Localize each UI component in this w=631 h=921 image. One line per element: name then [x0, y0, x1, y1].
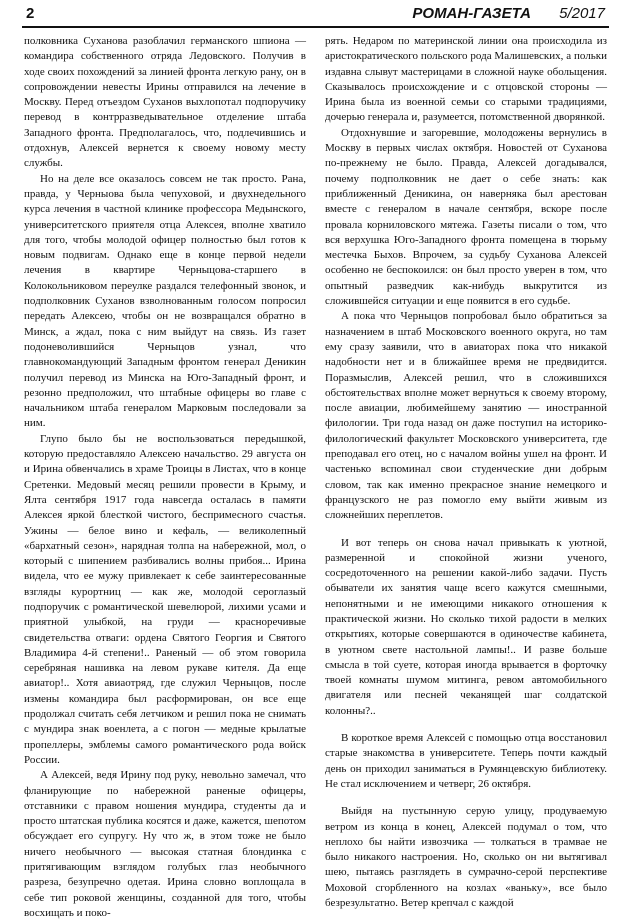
- paragraph: А пока что Черныцов попробовал было обратиться за назначением в штаб Московского военного округа, но там ему сразу заявили, что в авиаторах пока что никакой надобности нет и в ближайшее время не предвидится. Поразмыслив, Алексей решил, что в сложившихся обстоятельствах вполне может вернуться к своему второму, после авиации, любимейшему занятию — иностранной филологии. Три года назад он даже поступил на историко-филологический факультет Московского университета, где преподавал его отец, но с началом войны ушел на фронт. И частенько вспоминал свои студенческие дни добрым словом, так как именно прекрасное знание немецкого и французского не раз помогло ему выйти живым из сложнейших переплетов.: [325, 310, 607, 522]
- paragraph: Глупо было бы не воспользоваться передышкой, которую предоставляло Алексею начальство. 29 августа он и Ирина обвенчались в храме Троицы в Листах, что в конце Сретенки. Медовый месяц решили провести в Крыму, и Ялта сентября 1917 года навсегда осталась в памяти Алексея яркой блесткой чистого, беспримесного счастья. Ужины — белое вино и кефаль, — великолепный «бархатный сезон», нарядная толпа на набережной, мол, о который с шипением разбивались волны прибоя... Ирина видела, что ее мужу привлекает к себе заинтересованные взгляды курортниц — как же, молодой сероглазый подпоручик с романтической шевелюрой, лихими усами и приятной улыбкой, на груди — красноречивые свидетельства отваги: ордена Святого Георгия и Святого Владимира 4-й степени!.. Раненый — об этом говорила серебряная нашивка на левом рукаве кителя. Да еще авиатор!.. Хотя авиаотряд, где служил Черныцов, после измены командира был расформирован, он все еще продолжал считать себя летчиком и решил пока не снимать с мундира знак военлета, а с погон — медные крылатые пропеллеры, эмблемы самого романтического рода войск России.: [24, 432, 306, 766]
- paragraph: В короткое время Алексей с помощью отца восстановил старые знакомства в университете. Теперь почти каждый день он приходил заниматься в Румянцевскую библиотеку. Не стал исключением и четверг, 26 октября.: [325, 732, 607, 790]
- magazine-title: РОМАН-ГАЗЕТА: [412, 5, 531, 22]
- left-column: [24, 34, 306, 919]
- page-header: [22, 4, 609, 28]
- right-column: [325, 34, 607, 910]
- paragraph: Но на деле все оказалось совсем не так просто. Рана, правда, у Черныова была чепуховой, и двухнедельного курса лечения в частной клинике профессора Медынского, университетского приятеля отца Алексея, вполне хватило для того, чтобы молодой офицер полностью был готов к новым подвигам. Однако еще в конце первой недели лечения в квартире Черныцова-старшего в Колокольниковом переулке раздался телефонный звонок, и подполковник Суханов взволнованным голосом попросил передать Алексею, чтобы он не возвращался обратно в Минск, а ждал, пока с ним выйдут на связь. Из газет подоневолившийся Черныцов узнал, что главнокомандующий Западным фронтом генерал Деникин получил перевод из Минска на Юго-Западный фронт, и резонно предположил, что штабные офицеры во главе с начальником штаба генералом Марковым последовали за ним.: [24, 172, 306, 430]
- paragraph: рять. Недаром по материнской линии она происходила из аристократического польского рода Малишевских, а польки издавна слывут мастерицами в сложной науке обольщения. Сказывалось происхождение и с отцовской стороны — Ирина была из военной семьи со старыми традициями, дочерью генерала и, разумеется, потомственной дворянкой.: [325, 35, 607, 124]
- issue-number: 5/2017: [559, 5, 605, 22]
- page-number: 2: [26, 5, 35, 22]
- paragraph: Отдохнувшие и загоревшие, молодожены вернулись в Москву в первых числах октября. Новостей от Суханова по-прежнему не было. Правда, Алексей догадывался, почему подполковник не дает о себе знать: как приближенный Деникина, он наверняка был арестован вместе с генералом в начале сентября, вскоре после провала корниловского мятежа. Газеты писали о том, что вся верхушка Юго-Западного фронта помещена в тюрьму местечка Быхов. Впрочем, за судьбу Суханова Алексей особенно не беспокоился: он был просто уверен в том, что опытный разведчик как-нибудь выкрутится из сложившейся ситуации и еще появится в его судьбе.: [325, 126, 607, 308]
- paragraph: Выйдя на пустынную серую улицу, продуваемую ветром из конца в конец, Алексей подумал о том, что неплохо бы найти извозчика — толкаться в трамвае не было никакого настроения. Но, сколько он ни вытягивал шею, пытаясь разглядеть в сумрачно-серой перспективе Моховой сгорбленного на козлах «ваньку», все было безрезультатно. Ветер крепчал с каждой: [325, 805, 607, 910]
- paragraph: А Алексей, ведя Ирину под руку, невольно замечал, что фланирующие по набережной раненые офицеры, отставники с правом ношения мундира, студенты да и просто штатская публика косятся и даже, кажется, шепотом обсуждает его супругу. Ну что ж, в этом тоже не было ничего необычного — высокая статная блондинка с притягивающим взглядом голубых глаз необычного разреза, безупречно одетая. Ирина словно воплощала в себе тип роковой женщины, созданной для того, чтобы восхищать и поко-: [24, 769, 306, 919]
- paragraph: полковника Суханова разоблачил германского шпиона — командира собственного отряда Ледовского. Получив в ходе своих похождений за линией фронта легкую рану, он в сопровождении невесты Ирины отправился на лечение в Москву. Перед отъездом Суханов выхлопотал подпоручику перевод в контрразведывательное отделение штаба Западного фронта. Предполагалось, что, подлечившись и отдохнув, Алексей вернется к своему новому месту службы.: [24, 35, 306, 170]
- paragraph: И вот теперь он снова начал привыкать к уютной, размеренной и спокойной жизни ученого, сосредоточенного на решении какой-либо задачи. Пусть обыватели их занятия чаще всего кажутся смешными, непонятными и не имеющими никакого отношения к практической жизни. Но сколько тихой радости в мелких открытиях, которые совершаются в одиночестве кабинета, в уютном свете настольной лампы!.. И разве больше смысла в той суете, которая иногда врывается в форточку твоей комнаты шумом митинга, ревом автомобильного двигателя или песней чеканящей шаг солдатской колонны?..: [325, 536, 607, 717]
